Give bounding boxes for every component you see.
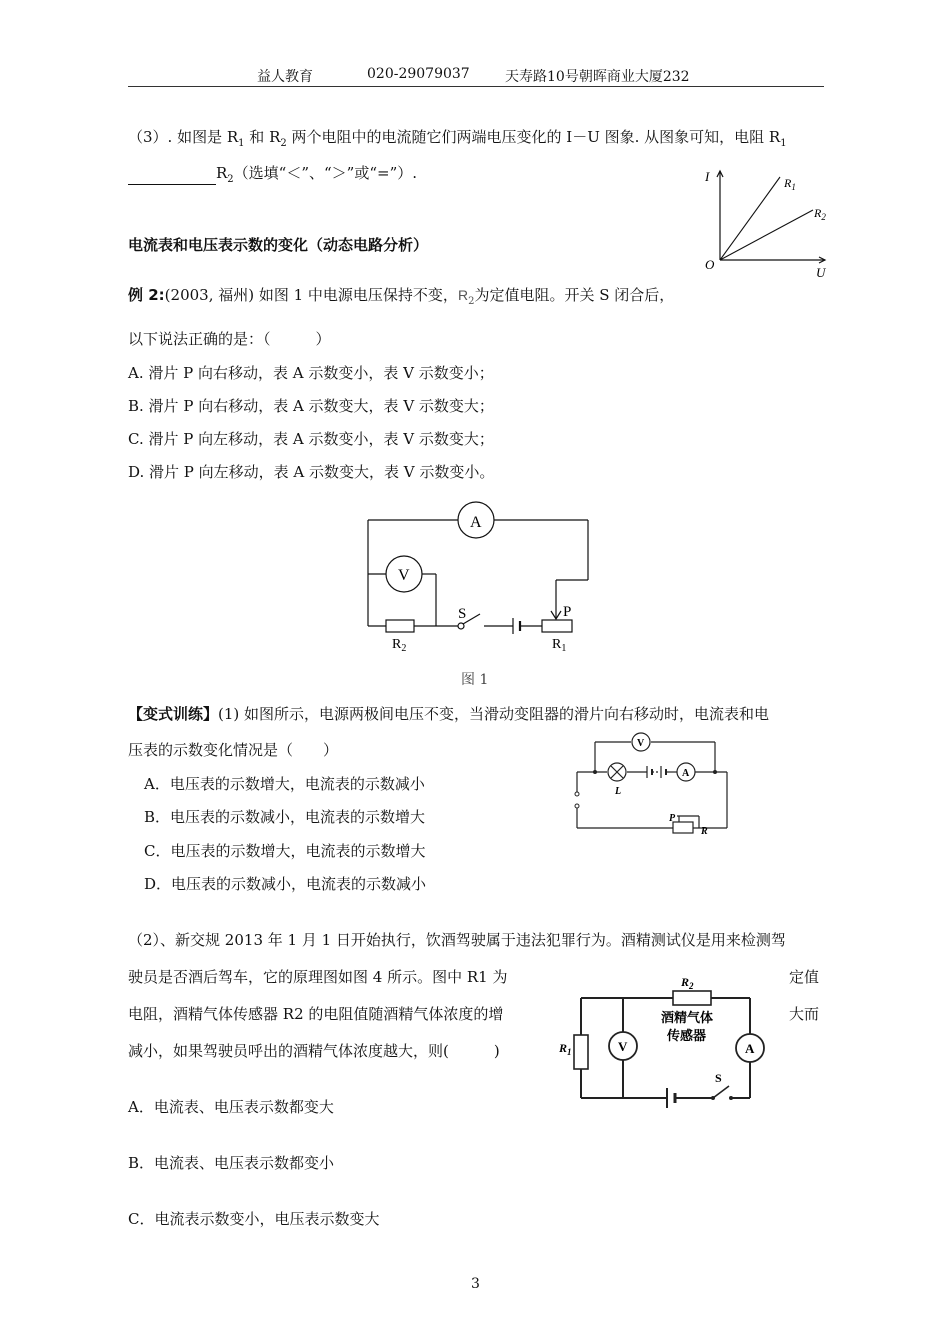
p-label: P [669, 813, 676, 824]
variant-option-b: B．电压表的示数减小，电流表的示数增大 [144, 808, 426, 826]
r1-label: $R_1$ [784, 176, 796, 192]
header-phone: 020-29079037 [367, 66, 470, 82]
r1-label: $R_1$ [559, 1041, 572, 1057]
iu-graph [700, 165, 840, 280]
q2-option-b: B．电流表、电压表示数都变小 [128, 1154, 335, 1172]
v-label: V [618, 1039, 628, 1054]
q2-line1: （2）、新交规 2013 年 1 月 1 日开始执行，饮酒驾驶属于违法犯罪行为。酒精测试仪是用来检测驾 [128, 931, 786, 949]
a-label: A [745, 1041, 755, 1056]
variant-option-a: A．电压表的示数增大，电流表的示数减小 [144, 775, 425, 793]
q3-line2: $R_2$（选填“＜”、“＞”或“=”）. [128, 162, 417, 185]
example2-option-a: A. 滑片 P 向右移动，表 A 示数变小，表 V 示数变小； [128, 364, 494, 382]
page-number: 3 [471, 1276, 480, 1292]
l-label: L [615, 786, 622, 797]
q2-line3: 电阻，酒精气体传感器 R2 的电阻值随酒精气体浓度的增 [128, 1005, 504, 1023]
example2-line2: 以下说法正确的是：（ ） [128, 330, 331, 348]
s-label: S [715, 1071, 722, 1085]
a-label: A [682, 768, 690, 779]
page-header [128, 64, 824, 87]
example2-option-b: B. 滑片 P 向右移动，表 A 示数变大，表 V 示数变大； [128, 397, 494, 415]
slider-p-label: P [563, 604, 572, 620]
r2-label: $R_2$ [814, 206, 826, 222]
r2-line [720, 210, 813, 260]
q2-option-c: C．电流表示数变小，电压表示数变大 [128, 1210, 380, 1228]
q2-line2-right: 定值 [789, 968, 820, 986]
ammeter-label: A [470, 514, 482, 531]
figure1-caption: 图 1 [461, 672, 489, 688]
example2-option-c: C. 滑片 P 向左移动，表 A 示数变小，表 V 示数变大； [128, 430, 494, 448]
figure1-circuit [360, 500, 600, 660]
q2-line2: 驶员是否酒后驾车，它的原理图如图 4 所示。图中 R1 为 [128, 968, 508, 986]
origin-label: O [705, 257, 715, 272]
r2-label: $R_2$ [681, 975, 694, 991]
r2-label: $R_2$ [392, 637, 407, 654]
q3-line1: （3）. 如图是 $R_1$ 和 $R_2$ 两个电阻中的电流随它们两端电压变化的 I－U 图象. 从图象可知，电阻 $R_1$ [128, 128, 787, 149]
sensor-label-2: 传感器 [667, 1028, 707, 1043]
alcohol-tester-circuit [555, 970, 775, 1115]
example2-line1: 例 2:(2003, 福州) 如图 1 中电源电压保持不变，$R_2$为定值电阻。开关 S 闭合后， [128, 286, 675, 307]
i-axis-label: I [705, 169, 710, 184]
switch-terminal [458, 623, 464, 629]
variant-option-d: D．电压表的示数减小，电流表的示数减小 [144, 875, 427, 893]
variant-circuit [565, 730, 745, 835]
r1-label: $R_1$ [552, 637, 567, 654]
switch-label: S [458, 606, 467, 622]
q2-line3-right: 大而 [789, 1005, 820, 1023]
variant-option-c: C．电压表的示数增大，电流表的示数增大 [144, 842, 426, 860]
u-axis-label: U [816, 265, 826, 280]
variant-line2: 压表的示数变化情况是（ ） [128, 741, 339, 759]
header-org: 益人教育 [257, 69, 313, 85]
header-address: 天寿路10号朝晖商业大厦232 [505, 69, 690, 85]
q2-line4: 减小，如果驾驶员呼出的酒精气体浓度越大，则( ) [128, 1042, 500, 1060]
r-label: R [701, 826, 708, 835]
section-title: 电流表和电压表示数的变化（动态电路分析） [128, 236, 429, 254]
variant-line1: 【变式训练】(1) 如图所示，电源两极间电压不变，当滑动变阻器的滑片向右移动时，电流表和电 [128, 705, 770, 723]
sensor-label-1: 酒精气体 [661, 1010, 714, 1025]
answer-blank[interactable] [128, 170, 216, 185]
example2-option-d: D. 滑片 P 向左移动，表 A 示数变大，表 V 示数变小。 [128, 463, 495, 481]
voltmeter-label: V [398, 567, 410, 584]
v-label: V [637, 738, 645, 749]
q2-option-a: A．电流表、电压表示数都变大 [128, 1098, 334, 1116]
r1-line [720, 177, 780, 260]
